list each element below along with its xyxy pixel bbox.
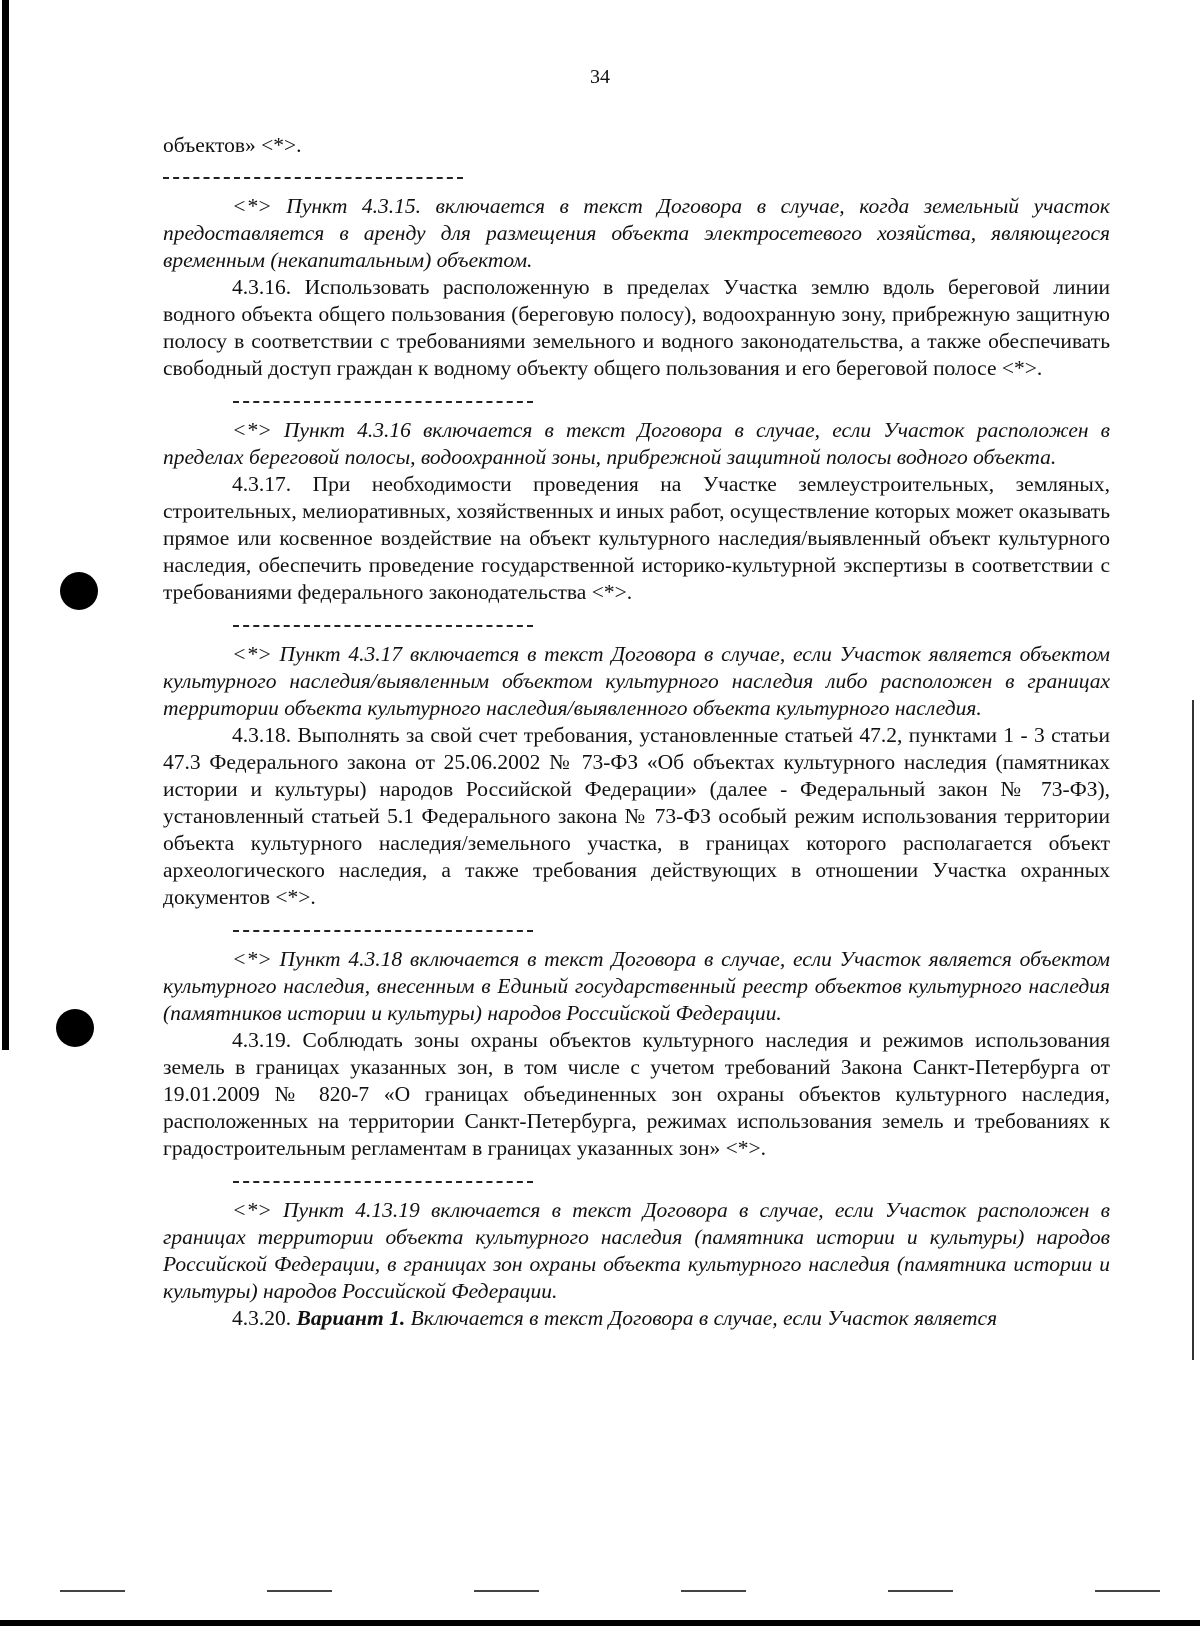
footer-dash xyxy=(1095,1590,1160,1592)
footer-dash xyxy=(681,1590,746,1592)
clause-4-3-17: 4.3.17. При необходимости проведения на Участке землеустроительных, земляных, строительных, мелиоративных, хозяйственных и иных работ, осуществление которых может оказывать прямое или косвенное воздействие на объект культурного наследия/выявленный объект культурного наследия, обеспечить проведение государственной историко-культурной экспертизы в соответствии с требованиями федерального законодательства <*>. xyxy=(163,472,1110,604)
footnote-4-3-16: <*> Пункт 4.3.16 включается в текст Договора в случае, если Участок расположен в пределах береговой полосы, водоохранной зоны, прибрежной защитной полосы водного объекта. xyxy=(163,418,1110,469)
footnote-separator xyxy=(233,401,533,403)
scan-footer-marks xyxy=(60,1590,1160,1592)
clause-4-3-19: 4.3.19. Соблюдать зоны охраны объектов культурного наследия и режимов использования земель в границах указанных зон, в том числе с учетом требований Закона Санкт-Петербурга от 19.01.2009 № 820-7 «О границах объединенных зон охраны объектов культурного наследия, расположенных на территории Санкт-Петербурга, режимах использования земель и требованиях к градостроительным регламентам в границах указанных зон» <*>. xyxy=(163,1028,1110,1160)
clause-number: 4.3.20. xyxy=(232,1306,292,1330)
footnote-4-3-18: <*> Пункт 4.3.18 включается в текст Договора в случае, если Участок является объектом культурного наследия, внесенным в Единый государственный реестр объектов культурного наследия (памятников истории и культуры) народов Российской Федерации. xyxy=(163,947,1110,1025)
footnote-separator xyxy=(163,177,463,179)
footnote-4-3-17: <*> Пункт 4.3.17 включается в текст Договора в случае, если Участок является объектом культурного наследия/выявленным объектом культурного наследия либо расположен в границах территории объекта культурного наследия/выявленного объекта культурного наследия. xyxy=(163,642,1110,720)
footer-dash xyxy=(474,1590,539,1592)
variant-label: Вариант 1. xyxy=(296,1306,406,1330)
scan-bottom-border xyxy=(0,1620,1200,1626)
punch-hole-upper xyxy=(60,572,98,610)
footer-dash xyxy=(888,1590,953,1592)
footnote-4-3-15: <*> Пункт 4.3.15. включается в текст Договора в случае, когда земельный участок предоставляется в аренду для размещения объекта электросетевого хозяйства, являющегося временным (некапитальным) объектом. xyxy=(163,194,1110,272)
page-number: 34 xyxy=(590,66,610,88)
variant-text: Включается в текст Договора в случае, если Участок является xyxy=(410,1306,998,1330)
clause-4-3-20 xyxy=(163,1305,1110,1332)
paragraph-continuation: объектов» <*>. xyxy=(163,133,302,157)
clause-4-3-18: 4.3.18. Выполнять за свой счет требования, установленные статьей 47.2, пунктами 1 - 3 статьи 47.3 Федерального закона от 25.06.2002 № 73-ФЗ «Об объектах культурного наследия (памятниках истории и культуры) народов Российской Федерации» (далее - Федеральный закон № 73-ФЗ), установленный статьей 5.1 Федерального закона № 73-ФЗ особый режим использования территории объекта культурного наследия/земельного участка, в границах которого располагается объект археологического наследия, а также требования действующих в отношении Участка охранных документов <*>. xyxy=(163,723,1110,909)
scan-right-mark xyxy=(1192,700,1194,1360)
punch-hole-lower xyxy=(56,1009,94,1047)
clause-4-3-16: 4.3.16. Использовать расположенную в пределах Участка землю вдоль береговой линии водного объекта общего пользования (береговую полосу), водоохранную зону, прибрежную защитную полосу в соответствии с требованиями земельного и водного законодательства, а также обеспечивать свободный доступ граждан к водному объекту общего пользования и его береговой полосе <*>. xyxy=(163,275,1110,380)
footnote-separator xyxy=(233,1181,533,1183)
footnote-4-3-19: <*> Пункт 4.13.19 включается в текст Договора в случае, если Участок расположен в границах территории объекта культурного наследия (памятника истории и культуры) народов Российской Федерации, в границах зон охраны объекта культурного наследия (памятника истории и культуры) народов Российской Федерации. xyxy=(163,1198,1110,1303)
footer-dash xyxy=(60,1590,125,1592)
footer-dash xyxy=(267,1590,332,1592)
scan-left-border xyxy=(2,0,9,1050)
footnote-separator xyxy=(233,930,533,932)
footnote-separator xyxy=(233,625,533,627)
document-body xyxy=(163,132,1110,1332)
